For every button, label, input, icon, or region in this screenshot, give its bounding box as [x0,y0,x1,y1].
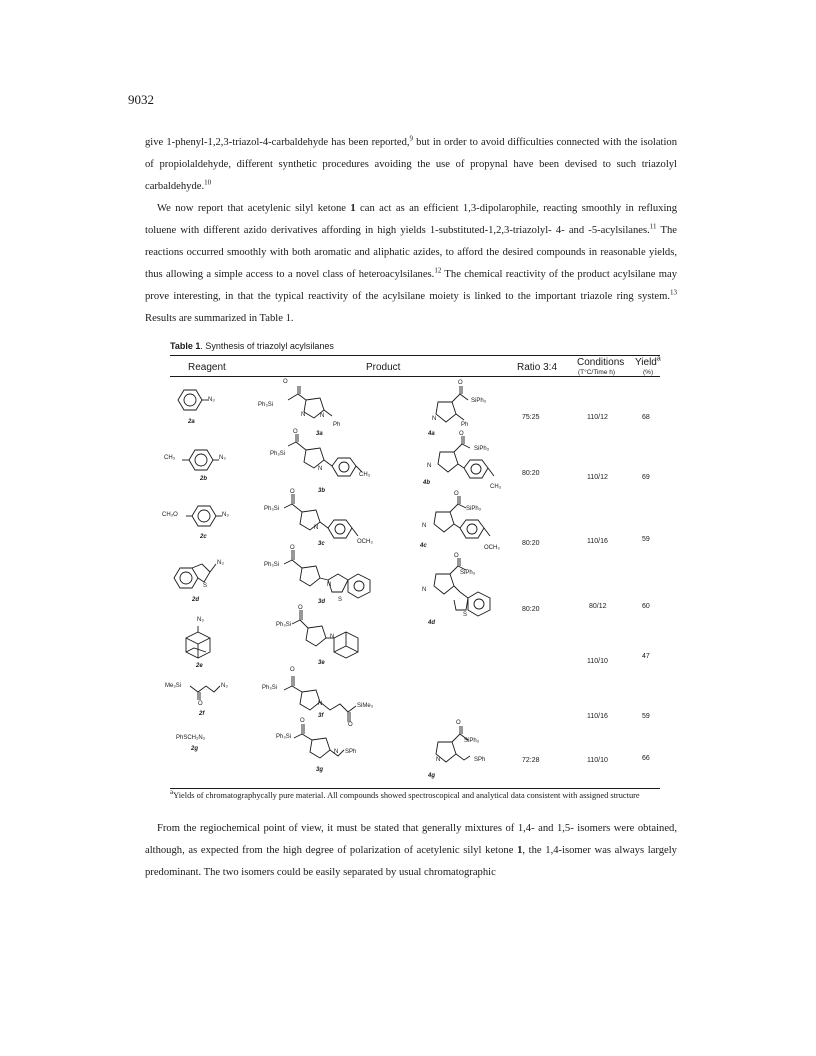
3g-n: N [334,749,339,755]
header-conditions-units: (T°C/Time h) [578,369,616,376]
4d-n: N [422,587,427,593]
table-header-rule [170,376,660,377]
conditions-2g: 110/10 [587,757,608,764]
label-4d: 4d [428,620,436,626]
3e-n: N [330,634,335,640]
2a-n3: N₃ [208,397,215,403]
compound-1: 1 [350,203,356,214]
yield-2c: 59 [642,536,650,543]
conditions-2e: 110/10 [587,658,608,665]
4g-siph3: SiPh₃ [464,738,480,744]
3c-ph3si: Ph₃Si [264,506,280,512]
yield-2d: 60 [642,603,650,610]
ref-12: 12 [434,266,442,275]
ref-11: 11 [649,222,657,231]
3a-o: O [283,379,288,385]
paragraph-1 [145,132,677,198]
label-4b: 4b [423,480,431,486]
3c-n: N [314,525,319,531]
structure-3d [276,546,386,610]
structure-3b [280,432,380,492]
header-product: Product [366,362,401,373]
header-conditions: Conditions [577,357,625,368]
4a-ph: Ph [461,422,469,428]
3g-o: O [300,718,305,724]
conditions-2a: 110/12 [587,414,608,421]
header-ratio: Ratio 3:4 [517,362,558,373]
label-2c: 2c [200,534,207,540]
4d-o: O [454,553,459,559]
ratio-2c: 80:20 [522,540,540,547]
3b-ph3si: Ph₃Si [270,451,286,457]
conditions-2b: 110/12 [587,474,608,481]
3b-n: N [318,466,323,472]
p2-text-b: can act as an efficient 1,3-dipolarophile, reacting smoothly in refluxing toluene with different azido derivatives affording in high yields 1-substituted-1,2,3-triazolyl- 4- and -5-acylsilanes. [145,203,677,236]
4c-och3: OCH₃ [484,545,500,551]
3d-n: N [327,582,332,588]
label-3d: 3d [318,599,326,605]
3e-o: O [298,605,303,611]
p2-text-d: The chemical reactivity of the product acylsilane may prove interesting, in that the typical reactivity of the acylsilane moiety is linked to the important triazole ring system. [145,269,678,302]
3d-s: S [338,597,343,603]
p1-text-a: give 1-phenyl-1,2,3-triazol-4-carbaldehyde has been reported, [145,137,410,148]
header-yield: Yield$^a$ [635,355,661,368]
ratio-2b: 80:20 [522,470,540,477]
2e-n3: N₃ [197,617,204,623]
header-reagent: Reagent [188,362,226,373]
2b-n3: N₃ [219,455,226,461]
3c-o: O [290,489,295,495]
page-number: 9032 [128,92,154,107]
ratio-2d: 80:20 [522,606,540,613]
ref-13: 13 [670,288,677,297]
2f-n3: N₃ [221,683,228,689]
table-footnote: $^a$Yields of chromatographycally pure material. All compounds showed spectroscopical and analytical data consistent with assigned structure [170,788,640,800]
p3-text-a: From the regiochemical point of view, it must be stated that generally mixtures of 1,4- and 1,5- isomers were obtained, although, as expected from the high degree of polarization of acetylenic silyl ketone [145,823,677,856]
structure-4a [420,384,490,434]
4g-o: O [456,720,461,726]
3f-n: N [318,701,323,707]
label-3e: 3e [318,660,325,666]
3e-ph3si: Ph₃Si [276,622,292,628]
table-caption: Table 1. Synthesis of triazolyl acylsilanes [170,341,334,351]
3f-o2: O [348,722,353,728]
label-3c: 3c [318,541,325,547]
conditions-2f: 110/16 [587,713,608,720]
paragraph-2 [145,198,677,330]
p2-text-a: We now report that acetylenic silyl ketone [157,203,351,214]
structure-4g [424,724,494,774]
4g-n: N [436,757,441,763]
4b-n: N [427,463,432,469]
4d-siph3: SiPh₃ [460,570,476,576]
label-4c: 4c [420,543,427,549]
label-3g: 3g [316,767,324,773]
3f-sime3: SiMe₃ [357,703,374,709]
4d-s: S [463,612,468,618]
2c-n3: N₃ [222,512,229,518]
3a-n2: N [320,413,325,419]
yield-2b: 69 [642,474,650,481]
2d-s: S [203,583,208,589]
label-2d: 2d [192,597,200,603]
p1-text-b: but in order to avoid difficulties connected with the isolation of propiolaldehyde, different synthetic procedures avoiding the use of propynal have been devised to such triazolyl carbaldehyde. [145,137,678,192]
p2-text-e: Results are summarized in Table 1. [145,313,294,324]
3f-ph3si: Ph₃Si [262,685,278,691]
label-2g: 2g [191,746,199,752]
conditions-2d: 80/12 [589,603,607,610]
label-3a: 3a [316,431,323,437]
label-3f: 3f [318,713,324,719]
p3-text-b: , the 1,4-isomer was always largely predominant. The two isomers could be easily separated by usual chromatographic [145,845,677,878]
3d-o: O [290,545,295,551]
4c-o: O [454,491,459,497]
yield-2a: 68 [642,414,650,421]
yield-2g: 66 [642,755,650,762]
label-4g: 4g [428,773,436,779]
3g-sph: SPh [345,749,357,755]
4a-n: N [432,416,437,422]
structure-2b [182,446,232,476]
table-bottom-rule [170,788,660,789]
3c-och3: OCH₃ [357,539,373,545]
4b-o: O [459,431,464,437]
header-yield-units: (%) [643,369,654,376]
ratio-2a: 75:25 [522,414,540,421]
structure-4d [420,556,520,622]
structure-2e [178,622,218,662]
3b-ch3: CH₃ [359,472,371,478]
ratio-2g: 72:28 [522,757,540,764]
yield-2f: 59 [642,713,650,720]
ref-9: 9 [409,134,414,143]
4a-o: O [458,380,463,386]
paragraph-3 [145,818,677,884]
structure-2f [186,680,236,710]
2f-o: O [198,701,203,707]
2f-me3si: Me₃Si [165,683,182,689]
label-4a: 4a [428,431,435,437]
4b-ch3: CH₃ [490,484,502,490]
conditions-2c: 110/16 [587,538,608,545]
3a-ph: Ph [333,422,341,428]
4c-siph3: SiPh₃ [466,506,482,512]
label-2a: 2a [188,419,195,425]
3g-ph3si: Ph₃Si [276,734,292,740]
yield-2e: 47 [642,653,650,660]
3a-n: N [301,412,306,418]
4c-n: N [422,523,427,529]
label-2f: 2f [199,711,205,717]
3a-ph3si: Ph₃Si [258,402,274,408]
2b-ch3: CH₃ [164,455,176,461]
4b-siph3: SiPh₃ [474,446,490,452]
structure-3g [286,720,386,770]
compound-1-ref: 1 [517,845,523,856]
4a-siph3: SiPh₃ [471,398,487,404]
3d-ph3si: Ph₃Si [264,562,280,568]
4g-sph: SPh [474,757,486,763]
2c-ch3o: CH₃O [162,512,178,518]
table-top-rule [170,355,660,356]
label-3b: 3b [318,488,326,494]
label-2e: 2e [196,663,203,669]
2g-formula: PhSCH₂N₃ [176,735,206,741]
p2-text-c: The reactions occurred smoothly with both aromatic and aliphatic azides, to afford the desired compounds in reasonable yields, thus allowing a simple access to a novel class of heteroacylsilanes. [145,225,677,280]
2d-n3: N₃ [217,560,224,566]
3f-o: O [290,667,295,673]
3b-o: O [293,429,298,435]
label-2b: 2b [200,476,208,482]
ref-10: 10 [204,178,212,187]
